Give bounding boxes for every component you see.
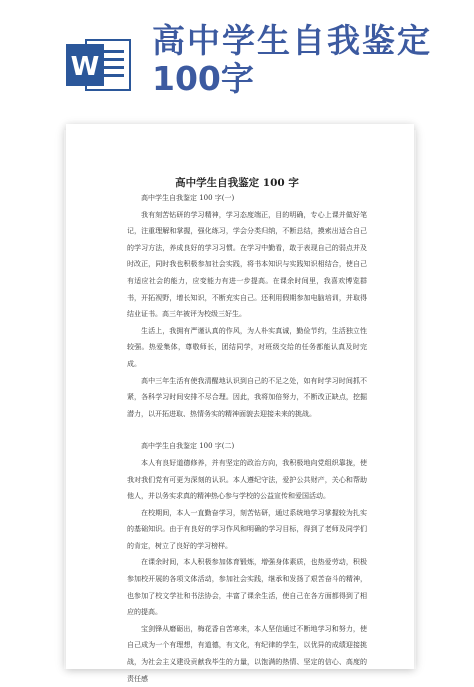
word-document-icon <box>66 34 132 94</box>
document-body <box>127 190 367 687</box>
body-paragraph: 在校期间，本人一直勤奋学习，刻苦钻研，通过系统地学习掌握较为扎实的基础知识。由于有良好的学习作风和明确的学习目标，得到了老师及同学们的肯定，树立了良好的学习榜样。 <box>127 508 367 550</box>
word-logo-letter: W <box>70 52 100 82</box>
header-banner <box>0 0 474 120</box>
paragraph-gap <box>127 422 367 438</box>
body-paragraph: 高中三年生活有使我清醒地认识到自己的不足之处，如有时学习时间抓不紧，各科学习时间安排不尽合理。因此，我将加倍努力，不断改正缺点，挖掘潜力，以开拓进取、热情务实的精神面貌去迎接未来的挑战。 <box>127 376 367 418</box>
banner-subtitle: 100字 <box>152 59 254 98</box>
body-paragraph: 宝剑锋从磨砺出，梅花香自苦寒来，本人坚信通过不断地学习和努力，使自己成为一个有理想，有道德，有文化，有纪律的学生，以优异的成绩迎接挑战，为社会主义建设贡献我毕生的力量，以饱满的热情、坚定的信心、高度的责任感 <box>127 624 367 683</box>
document-title: 高中学生自我鉴定 100 字 <box>175 177 299 189</box>
body-paragraph: 生活上，我拥有严谨认真的作风，为人朴实真诚，勤俭节约，生活独立性较强。热爱集体，尊敬师长，团结同学，对班级交给的任务都能认真及时完成。 <box>127 326 367 368</box>
banner-title: 高中学生自我鉴定 <box>152 21 432 60</box>
body-paragraph: 在课余时间，本人积极参加体育锻炼，增强身体素质，也热爱劳动，积极参加校开展的各项文体活动，参加社会实践，继承和发扬了艰苦奋斗的精神，也参加了校文学社和书法协会，丰富了课余生活，使自己在各方面都得到了相应的提高。 <box>127 558 367 617</box>
body-paragraph: 我有刻苦钻研的学习精神，学习态度端正，目的明确，专心上课并做好笔记，注重理解和掌握，强化练习，学会分类归纳，不断总结，摸索出适合自己的学习方法，养成良好的学习习惯。在学习中勤看，敢于表现自己的弱点并及时改正，同时我也积极参加社会实践，将书本知识与实践知识相结合，使自己有适应社会的能力，应变能力有进一步提高。在课余时间里，我喜欢博览群书，开拓视野，增长知识，不断充实自己。还利用假期参加电脑培训，并取得结业证书。高三年被评为校级三好生。 <box>127 210 367 319</box>
body-paragraph: 本人有良好道德修养，并有坚定的政治方向，我积极地向党组织靠拢，使我对我们党有可更为深刻的认识。本人遵纪守法，爱护公共财产，关心和帮助他人，并以务实求真的精神热心参与学校的公益宣传和爱国活动。 <box>127 458 367 501</box>
section-heading: 高中学生自我鉴定 100 字(二) <box>141 442 235 451</box>
section-heading: 高中学生自我鉴定 100 字(一) <box>141 194 235 202</box>
